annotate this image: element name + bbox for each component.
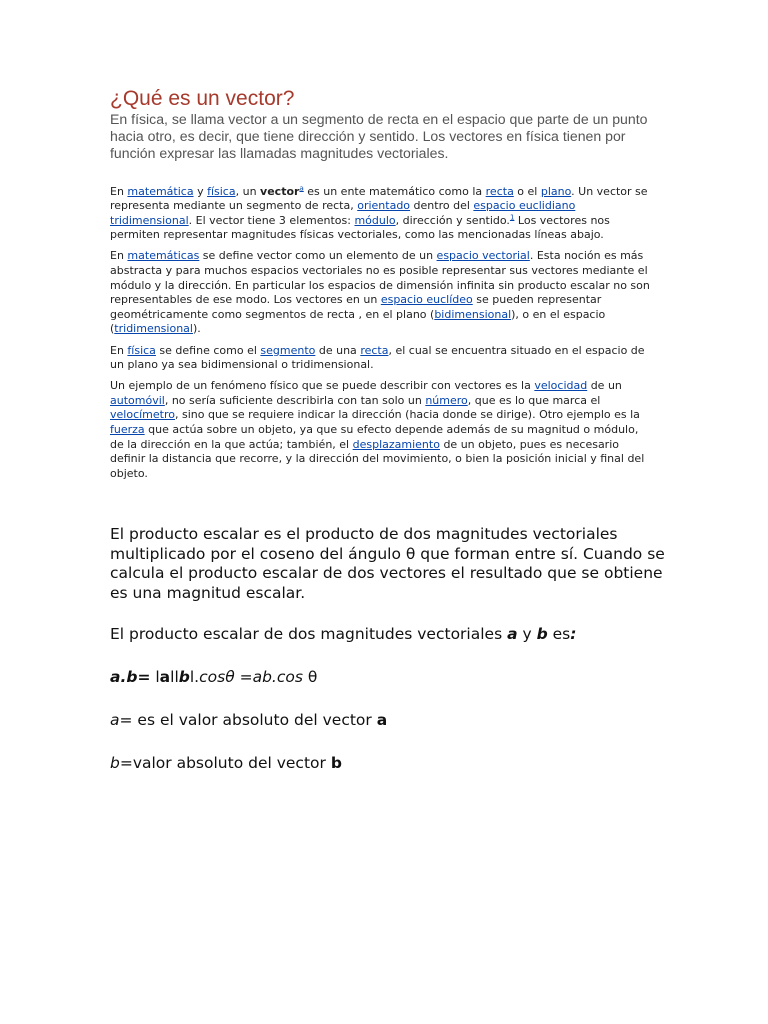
definition-a (110, 711, 670, 731)
ref-1-link[interactable]: 1 (509, 213, 515, 222)
text: = es el valor absoluto del vector (119, 711, 377, 729)
formula-cos: cosθ =ab.cos (199, 668, 303, 686)
text: que actúa sobre un objeto, ya que su efecto depende además de su magnitud o módulo, de la dirección en la que actúa; también, el (110, 423, 639, 451)
text: . El vector tiene 3 elementos: (188, 213, 355, 227)
link-velocidad[interactable]: velocidad (534, 379, 588, 393)
text: , dirección y sentido. (395, 213, 510, 227)
link-matematicas[interactable]: matemáticas (127, 249, 200, 263)
link-matematica[interactable]: matemática (127, 184, 194, 198)
text: ). (192, 322, 201, 336)
colon: : (570, 625, 577, 643)
formula-a: a (159, 668, 171, 686)
link-desplazamiento[interactable]: desplazamiento (352, 437, 440, 451)
wiki-excerpt (110, 185, 655, 482)
text: En (110, 249, 128, 263)
link-recta[interactable]: recta (485, 184, 514, 198)
text: =valor absoluto del vector (119, 754, 331, 772)
page-title: ¿Qué es un vector? (110, 87, 295, 110)
text: es un ente matemático como la (303, 184, 486, 198)
link-plano[interactable]: plano (540, 184, 572, 198)
link-velocimetro[interactable]: velocímetro (110, 408, 175, 422)
link-modulo[interactable]: módulo (354, 213, 396, 227)
link-espacio-vectorial[interactable]: espacio vectorial (436, 249, 530, 263)
text: . Esta noción es más abstracta y para muchos espacios vectoriales no es posible representar sus vectores mediante el módulo y la dirección. En particular los espacios de dimensión infinita sin producto escalar no son representables de ese modo. Los vectores en un (110, 249, 650, 307)
text: se pueden representar geométricamente como segmentos de recta , en el plano ( (110, 293, 602, 321)
text: Un ejemplo de un fenómeno físico que se puede describir con vectores es la (110, 379, 535, 393)
link-segmento[interactable]: segmento (260, 343, 316, 357)
link-recta-2[interactable]: recta (360, 343, 389, 357)
text: es (547, 625, 571, 643)
def-a-var: a (110, 711, 120, 729)
definition-b (110, 754, 670, 774)
note-a-link[interactable]: a (299, 183, 304, 192)
term-vector: vector (260, 184, 300, 198)
formula-lhs: a.b= (110, 668, 151, 686)
text: Los vectores nos permiten representar magnitudes físicas vectoriales, como las mencionadas líneas abajo. (110, 213, 610, 242)
link-tridimensional-2[interactable]: tridimensional (114, 322, 193, 336)
link-numero[interactable]: número (425, 393, 468, 407)
text: , un (235, 184, 261, 198)
link-orientado[interactable]: orientado (357, 199, 411, 213)
wiki-paragraph-2 (110, 249, 655, 337)
formula-theta: θ (302, 668, 318, 686)
text: de una (315, 343, 361, 357)
text: de un (587, 379, 622, 393)
text: ), o en el espacio ( (110, 307, 606, 336)
def-b-var: b (110, 754, 120, 772)
def-a-bold: a (376, 711, 388, 729)
wiki-paragraph-1 (110, 185, 655, 243)
text: , el cual se encuentra situado en el espacio de un plano ya sea bidimensional o tridimensional. (110, 343, 645, 372)
text: El producto escalar de dos magnitudes vectoriales (110, 625, 508, 643)
text: y (193, 184, 208, 198)
text: de un objeto, pues es necesario definir la distancia que recorre, y la dirección del movimiento, o bien la posición inicial y final del objeto. (110, 437, 645, 480)
text: dentro del (410, 199, 474, 213)
text: En (110, 184, 128, 198)
link-espacio-euclidiano[interactable]: espacio euclidiano (473, 199, 576, 213)
link-automovil[interactable]: automóvil (110, 393, 165, 407)
dot-product-intro-line (110, 625, 670, 645)
article (110, 86, 660, 488)
text: , no sería suficiente describirla con tan solo un (164, 393, 426, 407)
link-fuerza[interactable]: fuerza (110, 423, 145, 437)
def-b-bold: b (330, 754, 342, 772)
wiki-paragraph-3 (110, 344, 655, 373)
text: , que es lo que marca el (467, 393, 601, 407)
text: l. (189, 668, 200, 686)
link-fisica[interactable]: física (207, 184, 236, 198)
link-bidimensional[interactable]: bidimensional (434, 307, 512, 321)
text: . Un vector se representa mediante un segmento de recta, (110, 184, 648, 213)
link-tridimensional[interactable]: tridimensional (110, 213, 189, 227)
wiki-paragraph-4 (110, 379, 655, 481)
formula-b: b (178, 668, 190, 686)
text: ll (170, 668, 179, 686)
text: , sino que se requiere indicar la dirección (hacia donde se dirige). Otro ejemplo es la (174, 408, 640, 422)
intro-paragraph: En física, se llama vector a un segmento de recta en el espacio que parte de un punto hacia otro, es decir, que tiene dirección y sentido. Los vectores en física tienen por función expresar las llamadas magnitudes vectoriales. (110, 111, 648, 162)
dot-product-definition: El producto escalar es el producto de dos magnitudes vectoriales multiplicado por el coseno del ángulo θ que forman entre sí. Cuando se calcula el producto escalar de dos vectores el resultado que se obtiene es una magnitud escalar. (110, 525, 665, 602)
text: se define como el (155, 343, 261, 357)
text: En (110, 343, 128, 357)
var-b: b (536, 625, 548, 643)
dot-product-formula (110, 668, 670, 688)
text: y (517, 625, 537, 643)
text: o el (513, 184, 541, 198)
link-fisica-2[interactable]: física (127, 343, 156, 357)
var-a: a (507, 625, 518, 643)
text: l (150, 668, 160, 686)
text: se define vector como un elemento de un (199, 249, 437, 263)
link-espacio-euclideo[interactable]: espacio euclídeo (380, 293, 473, 307)
